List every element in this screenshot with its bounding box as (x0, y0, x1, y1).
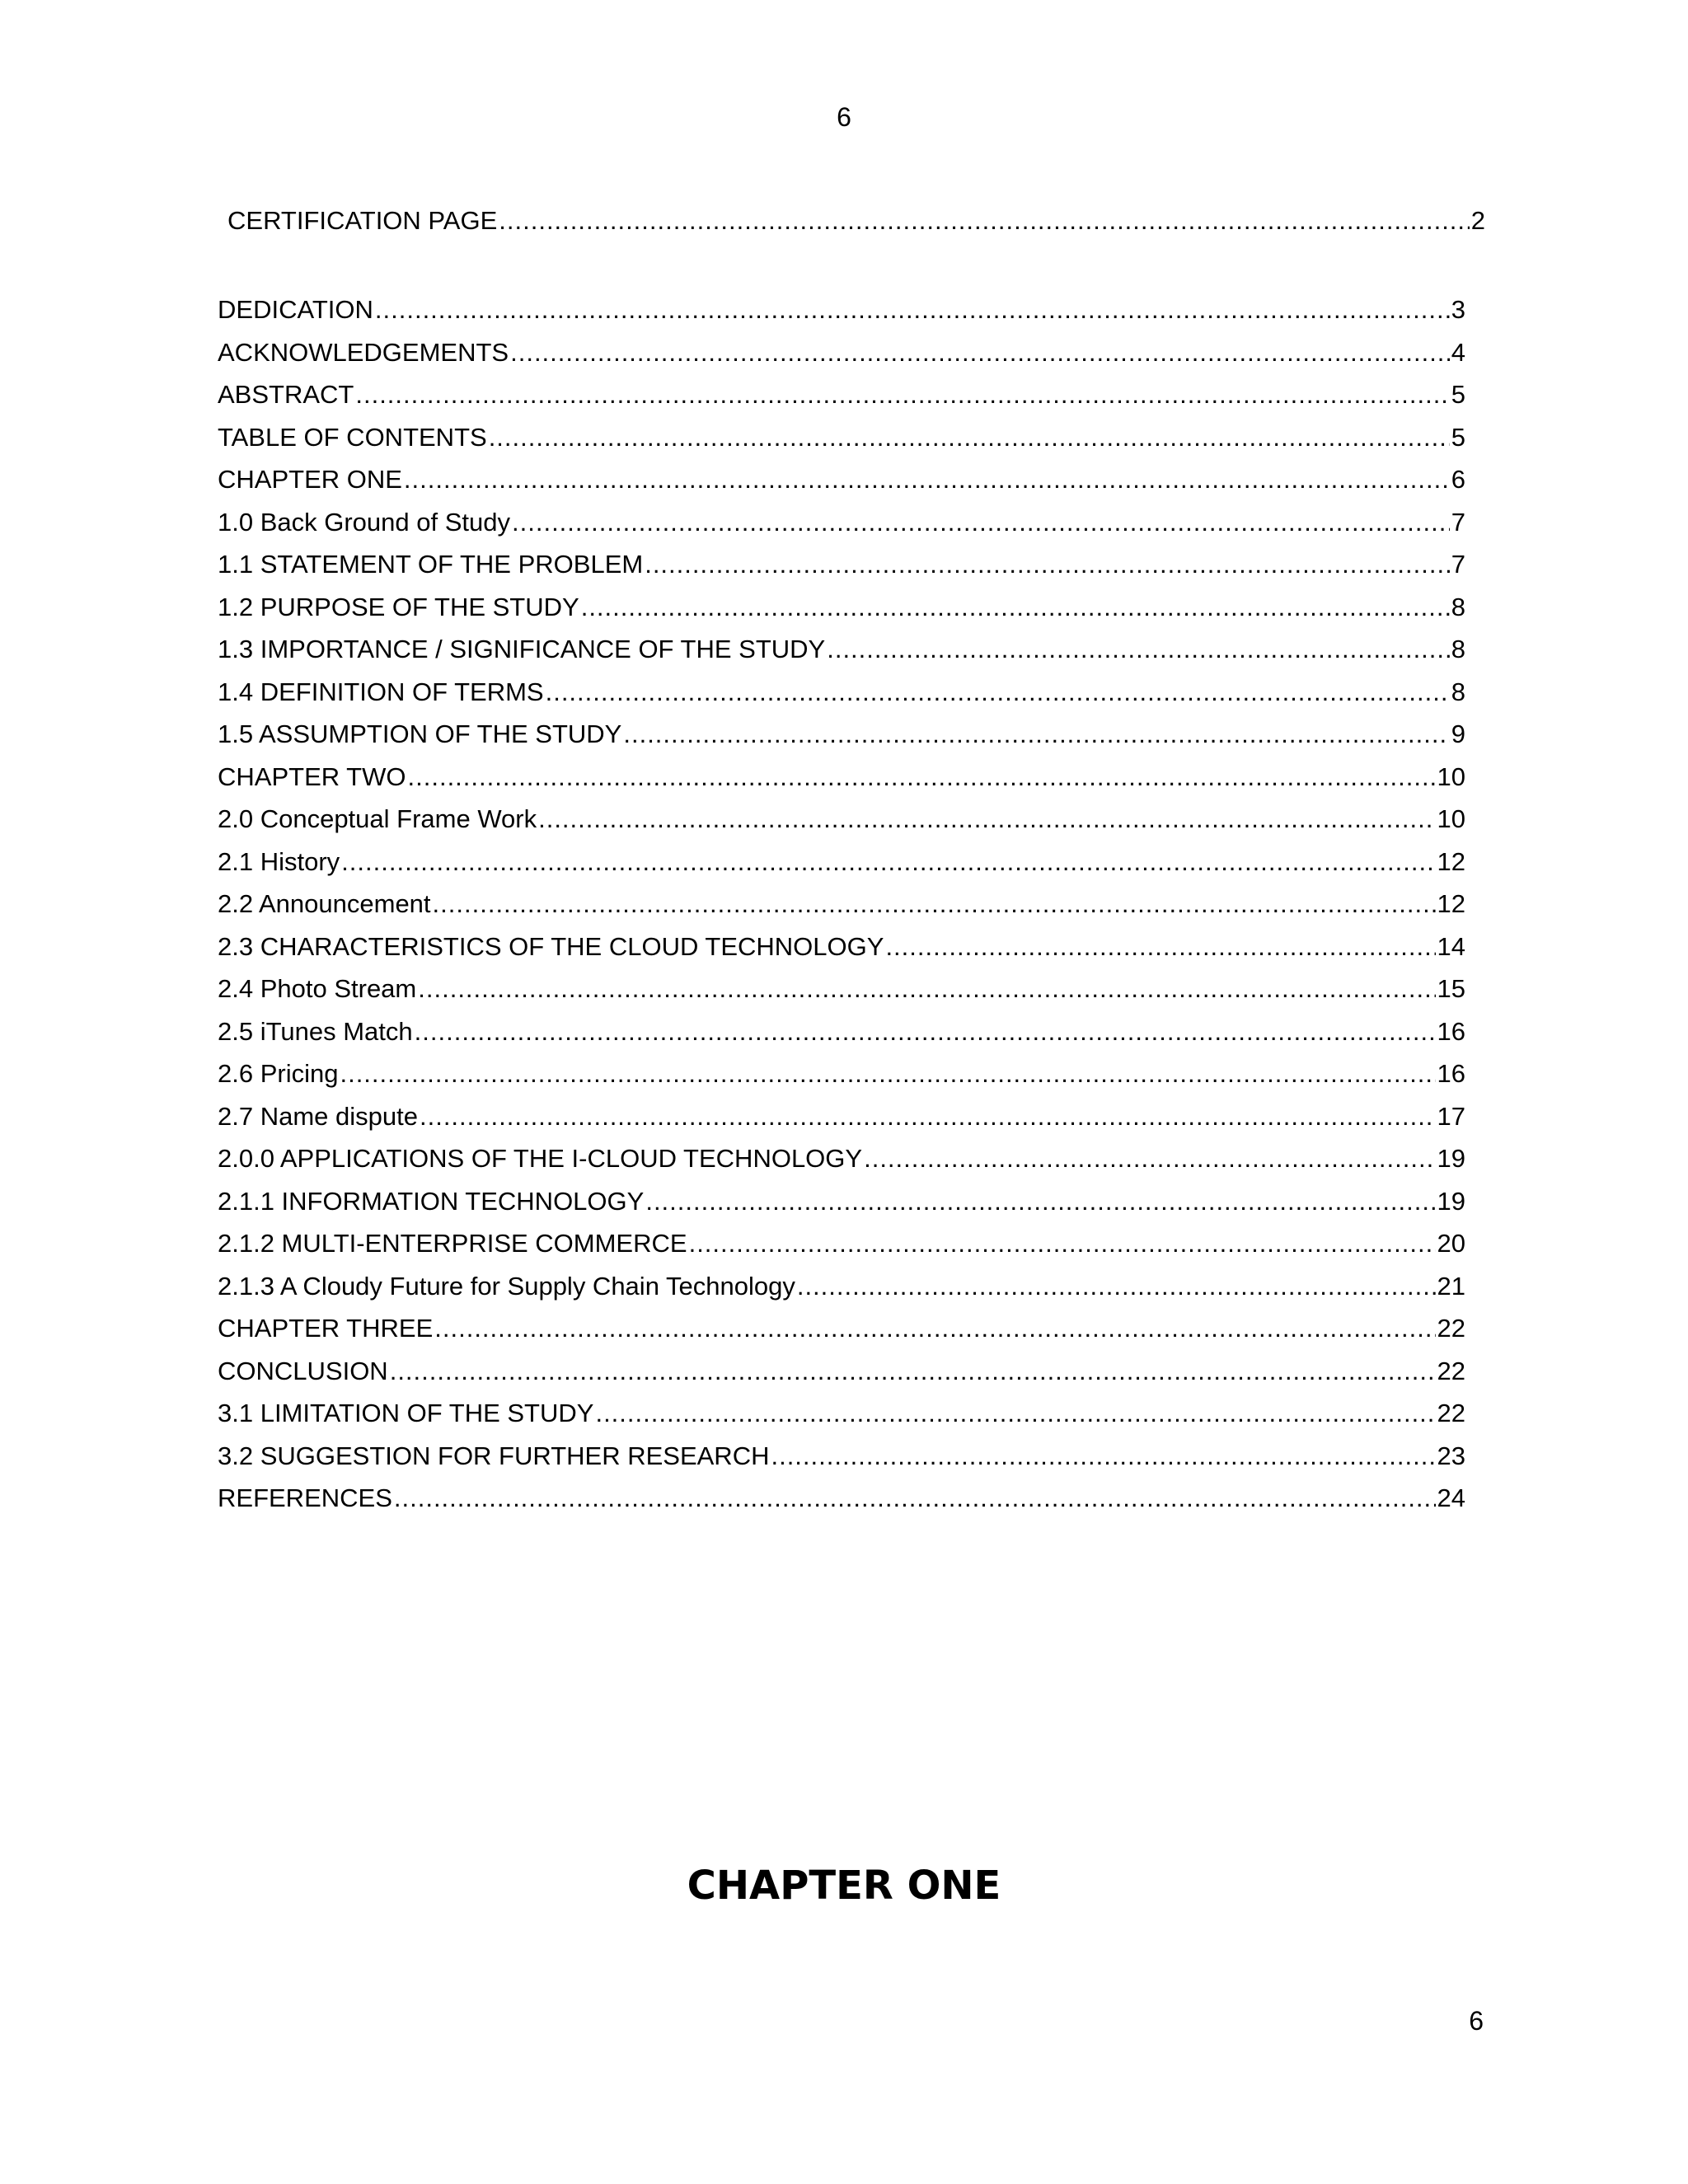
toc-entry-label: ABSTRACT (218, 380, 354, 409)
toc-entry-label: 1.1 STATEMENT OF THE PROBLEM (218, 550, 644, 579)
dot-leader (623, 713, 1449, 756)
toc-entry-label: 2.2 Announcement (218, 889, 431, 918)
dot-leader (797, 1265, 1436, 1308)
toc-entry-page: 5 (1451, 422, 1465, 452)
toc-entry-label: 2.1 History (218, 846, 340, 876)
toc-entry-page: 17 (1437, 1101, 1465, 1131)
toc-entry-page: 7 (1451, 507, 1465, 537)
toc-entry-label: CONCLUSION (218, 1356, 388, 1385)
toc-entry-page: 16 (1437, 1059, 1465, 1088)
dot-leader (418, 968, 1435, 1010)
toc-entry[interactable] (218, 586, 1465, 629)
toc-entry-label: 1.5 ASSUMPTION OF THE STUDY (218, 719, 622, 748)
toc-entry[interactable] (218, 1222, 1465, 1265)
dot-leader (340, 1052, 1435, 1095)
dot-leader (433, 883, 1436, 926)
dot-leader (581, 586, 1450, 629)
toc-entry[interactable] (218, 628, 1465, 671)
toc-entry[interactable] (218, 373, 1465, 416)
toc-entry-page: 19 (1437, 1186, 1465, 1216)
toc-entry-page: 5 (1451, 380, 1465, 409)
toc-entry-page: 21 (1437, 1271, 1465, 1301)
dot-leader (689, 1222, 1436, 1265)
header-page-number: 6 (837, 102, 851, 132)
toc-entry-label: 1.0 Back Ground of Study (218, 507, 510, 537)
dot-leader (827, 628, 1450, 671)
dot-leader (434, 1307, 1435, 1350)
toc-entry-page: 4 (1451, 337, 1465, 367)
toc-entry[interactable] (218, 841, 1465, 883)
chapter-heading: CHAPTER ONE (687, 1863, 1001, 1909)
dot-leader (355, 373, 1449, 416)
toc-entry-label: 2.3 CHARACTERISTICS OF THE CLOUD TECHNOLOGY (218, 931, 884, 961)
toc-entry[interactable] (218, 1010, 1465, 1053)
toc-entry[interactable] (218, 1435, 1465, 1478)
toc-entry[interactable] (218, 543, 1465, 586)
toc-entry[interactable] (218, 671, 1465, 714)
toc-entry-label: ACKNOWLEDGEMENTS (218, 337, 509, 367)
toc-entry[interactable] (218, 501, 1465, 544)
toc-entry[interactable] (218, 1095, 1465, 1138)
toc-entry[interactable] (218, 1265, 1465, 1308)
dot-leader (864, 1137, 1435, 1180)
toc-entry-label: 2.1.1 INFORMATION TECHNOLOGY (218, 1186, 645, 1216)
dot-leader (390, 1350, 1436, 1393)
dot-leader (415, 1010, 1436, 1053)
toc-entry-label: CHAPTER TWO (218, 762, 406, 791)
toc-entry[interactable] (218, 1307, 1465, 1350)
dot-leader (341, 841, 1435, 883)
toc-entry-label: CERTIFICATION PAGE (227, 206, 498, 235)
toc-entry-page: 24 (1437, 1483, 1465, 1512)
dot-leader (538, 798, 1435, 841)
toc-entry-label: 2.7 Name dispute (218, 1101, 418, 1131)
toc-entry-page: 10 (1437, 762, 1465, 791)
dot-leader (512, 501, 1450, 544)
toc-entry[interactable] (218, 756, 1465, 799)
toc-entry-label: 2.4 Photo Stream (218, 974, 417, 1003)
toc-entry[interactable] (218, 1052, 1465, 1095)
toc-entry-page: 3 (1451, 295, 1465, 324)
toc-entry-page: 19 (1437, 1144, 1465, 1173)
toc-entry-page: 12 (1437, 889, 1465, 918)
dot-leader (645, 543, 1450, 586)
dot-leader (420, 1095, 1436, 1138)
toc-entry-label: 3.2 SUGGESTION FOR FURTHER RESEARCH (218, 1441, 770, 1470)
toc-entry-label: 2.0.0 APPLICATIONS OF THE I-CLOUD TECHNOLOGY (218, 1144, 863, 1173)
toc-entry-label: CHAPTER ONE (218, 465, 402, 494)
dot-leader (499, 199, 1469, 242)
toc-entry-page: 10 (1437, 804, 1465, 833)
dot-leader (595, 1392, 1435, 1435)
dot-leader (771, 1435, 1435, 1478)
toc-entry[interactable] (218, 883, 1465, 926)
toc-entry-page: 23 (1437, 1441, 1465, 1470)
toc-entry[interactable] (218, 458, 1465, 501)
toc-entry-page: 22 (1437, 1399, 1465, 1427)
toc-entry-page: 9 (1451, 719, 1465, 748)
toc-entry-page: 14 (1437, 931, 1465, 961)
toc-entry-label: 2.1.3 A Cloudy Future for Supply Chain Technology (218, 1271, 795, 1301)
dot-leader (404, 458, 1450, 501)
toc-entry-label: CHAPTER THREE (218, 1314, 434, 1343)
toc-entry-label: 1.2 PURPOSE OF THE STUDY (218, 592, 579, 621)
toc-entry[interactable] (218, 1180, 1465, 1223)
toc-entry-label: 3.1 LIMITATION OF THE STUDY (218, 1399, 594, 1427)
toc-entry[interactable] (218, 331, 1465, 374)
toc-entry-page: 22 (1437, 1356, 1465, 1385)
toc-entry-label: REFERENCES (218, 1483, 392, 1512)
toc-entry-label: 2.1.2 MULTI-ENTERPRISE COMMERCE (218, 1229, 687, 1258)
toc-entry-page: 12 (1437, 846, 1465, 876)
toc-entry-page: 8 (1451, 592, 1465, 621)
dot-leader (489, 416, 1450, 459)
toc-entry[interactable] (218, 968, 1465, 1010)
toc-entry[interactable] (218, 288, 1465, 331)
footer-page-number: 6 (1469, 2006, 1484, 2036)
dot-leader (375, 288, 1450, 331)
toc-entry-page: 15 (1437, 974, 1465, 1003)
toc-entry-label: 1.3 IMPORTANCE / SIGNIFICANCE OF THE STUDY (218, 635, 826, 663)
toc-entry[interactable] (218, 416, 1465, 459)
toc-entry[interactable] (218, 1350, 1465, 1393)
toc-entry-label: 2.6 Pricing (218, 1059, 339, 1088)
dot-leader (546, 671, 1450, 714)
toc-entry-page: 6 (1451, 465, 1465, 494)
toc-entry[interactable] (218, 1477, 1465, 1520)
toc-entry-page: 22 (1437, 1314, 1465, 1343)
toc-entry[interactable] (218, 713, 1465, 756)
dot-leader (510, 331, 1450, 374)
dot-leader (408, 756, 1436, 799)
toc-entry-certification[interactable] (227, 199, 1485, 242)
toc-entry[interactable] (218, 1137, 1465, 1180)
toc-entry-label: TABLE OF CONTENTS (218, 422, 487, 452)
table-of-contents (218, 288, 1465, 1520)
toc-entry-label: DEDICATION (218, 295, 373, 324)
toc-entry-page: 8 (1451, 677, 1465, 706)
dot-leader (394, 1477, 1436, 1520)
toc-entry-label: 2.0 Conceptual Frame Work (218, 804, 537, 833)
toc-entry[interactable] (218, 798, 1465, 841)
toc-entry-page: 20 (1437, 1229, 1465, 1258)
dot-leader (885, 926, 1435, 968)
dot-leader (645, 1180, 1435, 1223)
toc-entry-label: 1.4 DEFINITION OF TERMS (218, 677, 544, 706)
toc-entry-page: 16 (1437, 1016, 1465, 1046)
toc-entry[interactable] (218, 926, 1465, 968)
toc-entry-page: 8 (1451, 635, 1465, 663)
toc-entry[interactable] (218, 1392, 1465, 1435)
toc-entry-label: 2.5 iTunes Match (218, 1016, 413, 1046)
toc-entry-page: 2 (1470, 206, 1485, 235)
toc-entry-page: 7 (1451, 550, 1465, 579)
